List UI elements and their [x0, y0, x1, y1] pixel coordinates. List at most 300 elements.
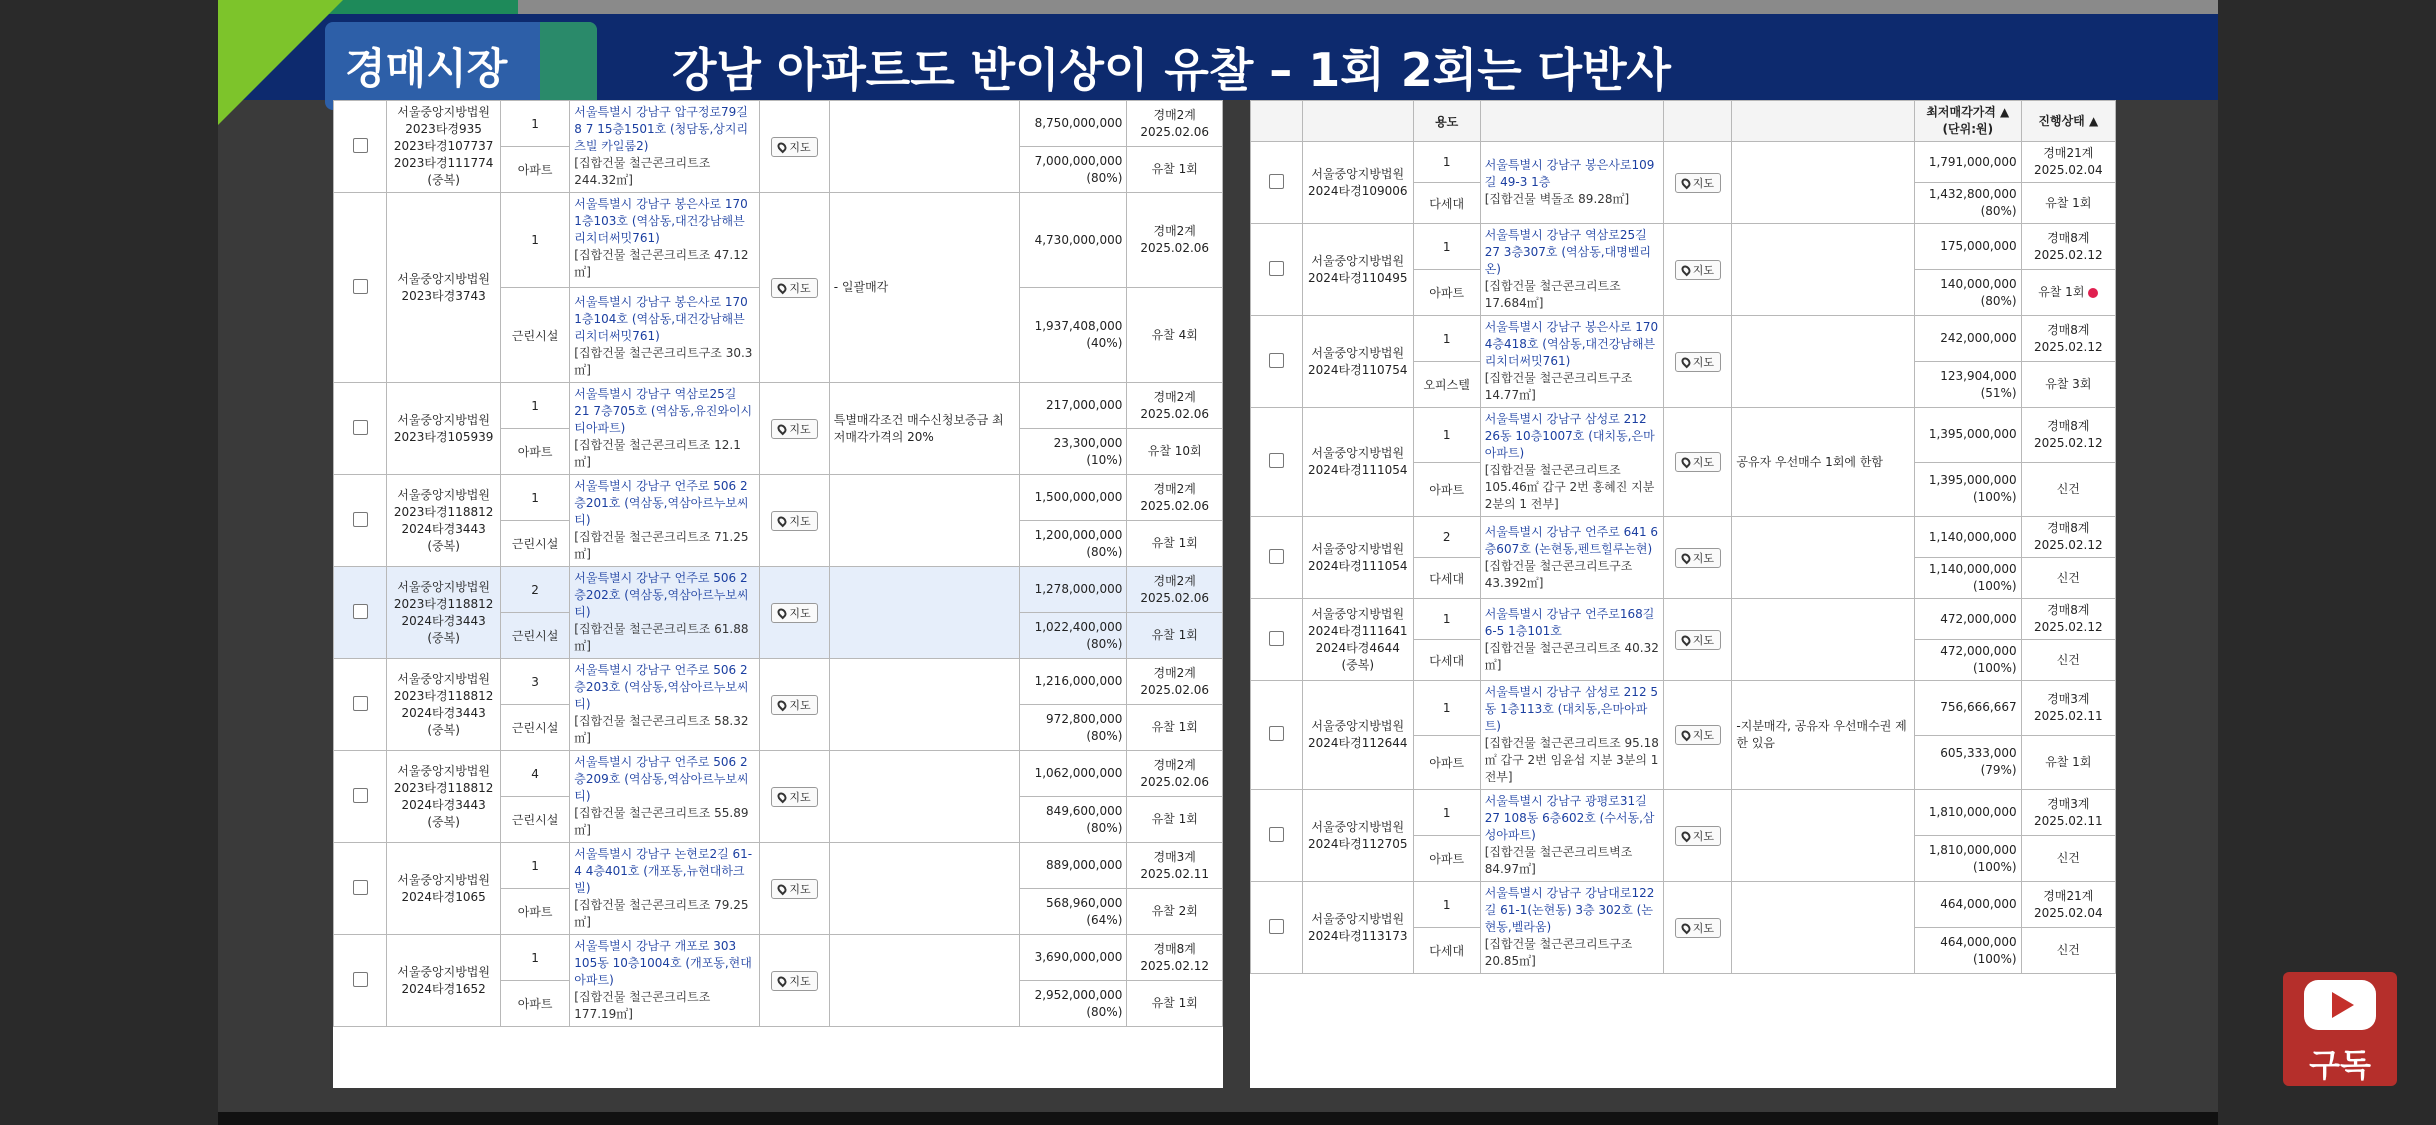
map-button[interactable]	[771, 603, 817, 623]
auction-status: 유찰 10회	[1127, 429, 1223, 475]
use-type: 근린시설	[500, 521, 569, 567]
checkbox-cell	[334, 751, 387, 843]
map-cell	[760, 383, 829, 475]
channel-badge-label: 경매시장	[345, 44, 508, 93]
use-type: 다세대	[1413, 640, 1480, 681]
note-cell	[829, 751, 1019, 843]
address-cell	[570, 843, 760, 935]
auction-status: 유찰 1회	[2021, 735, 2115, 790]
appraisal-price: 464,000,000	[1915, 882, 2022, 928]
item-number: 1	[500, 383, 569, 429]
row-checkbox[interactable]	[1269, 261, 1284, 276]
checkbox-cell	[1251, 316, 1303, 408]
row-checkbox[interactable]	[1269, 174, 1284, 189]
minimum-price: 464,000,000 (100%)	[1915, 928, 2022, 974]
auction-status: 유찰 1회	[1127, 981, 1223, 1027]
case-number: 서울중앙지방법원 2023타경105939	[387, 383, 501, 475]
address-cell	[1480, 142, 1664, 224]
minimum-price: 849,600,000 (80%)	[1019, 797, 1127, 843]
map-cell	[1664, 882, 1732, 974]
minimum-price: 1,022,400,000 (80%)	[1019, 613, 1127, 659]
address-link[interactable]: 서울특별시 강남구 광평로31길 27 108동 6층602호 (수서동,삼성아파트)	[1484, 794, 1655, 842]
row-checkbox[interactable]	[1269, 631, 1284, 646]
appraisal-price: 1,278,000,000	[1019, 567, 1127, 613]
court-date: 경매2계 2025.02.06	[1127, 101, 1223, 147]
note-cell	[829, 843, 1019, 935]
map-button-label: 지도	[789, 698, 811, 712]
address-cell	[570, 193, 760, 383]
item-number: 1	[500, 475, 569, 521]
building-spec: [집합건물 철근콘크리트조 244.32㎡]	[574, 156, 711, 187]
note-cell	[1732, 142, 1915, 224]
building-spec: [집합건물 철근콘크리트조 55.89㎡]	[574, 806, 749, 837]
checkbox-cell	[1251, 790, 1303, 882]
address-link[interactable]: 서울특별시 강남구 봉은사로109길 49-3 1층	[1484, 158, 1655, 189]
row-checkbox[interactable]	[1269, 549, 1284, 564]
row-checkbox[interactable]	[353, 696, 368, 711]
building-spec: [집합건물 철근콘크리트구조 20.85㎡]	[1484, 937, 1633, 968]
case-number: 서울중앙지방법원 2024타경111054	[1302, 408, 1413, 517]
appraisal-price: 1,791,000,000	[1915, 142, 2022, 183]
table-row	[334, 935, 1223, 981]
auction-status: 유찰 1회	[1127, 705, 1223, 751]
case-number: 서울중앙지방법원 2024타경112644	[1302, 681, 1413, 790]
use-type: 근린시설	[500, 797, 569, 843]
address-cell	[570, 383, 760, 475]
map-button-label: 지도	[789, 422, 811, 436]
court-date: 경매2계 2025.02.06	[1127, 659, 1223, 705]
checkbox-cell	[334, 567, 387, 659]
row-checkbox[interactable]	[353, 420, 368, 435]
row-checkbox[interactable]	[1269, 726, 1284, 741]
case-number: 서울중앙지방법원 2023타경118812 2024타경3443 (중복)	[387, 751, 501, 843]
minimum-price: 472,000,000 (100%)	[1915, 640, 2022, 681]
case-number: 서울중앙지방법원 2023타경118812 2024타경3443 (중복)	[387, 659, 501, 751]
appraisal-price: 242,000,000	[1915, 316, 2022, 362]
building-spec: [집합건물 철근콘크리트조 61.88㎡]	[574, 622, 749, 653]
table-row	[334, 475, 1223, 521]
map-pin-icon	[776, 281, 789, 294]
map-button[interactable]	[1675, 352, 1721, 372]
address-link[interactable]: 서울특별시 강남구 봉은사로 170 1층104호 (역삼동,대건강남해븐리치더써밋761)	[574, 295, 748, 343]
map-button-label: 지도	[789, 140, 811, 154]
use-type: 아파트	[500, 889, 569, 935]
map-cell	[760, 193, 829, 383]
map-pin-icon	[1679, 829, 1692, 842]
address-cell	[570, 567, 760, 659]
building-spec: [집합건물 철근콘크리트조 71.25㎡]	[574, 530, 749, 561]
header-min-price[interactable]: 최저매각가격 ▲ (단위:원)	[1915, 101, 2022, 142]
minimum-price: 568,960,000 (64%)	[1019, 889, 1127, 935]
map-pin-icon	[776, 140, 789, 153]
note-cell	[829, 101, 1019, 193]
address-link[interactable]: 서울특별시 강남구 봉은사로 170 4층418호 (역삼동,대건강남해븐리치더써밋761)	[1484, 320, 1659, 368]
item-number: 1	[1413, 790, 1480, 836]
appraisal-price: 8,750,000,000	[1019, 101, 1127, 147]
map-pin-icon	[776, 974, 789, 987]
building-spec: [집합건물 철근콘크리트조 17.684㎡]	[1484, 279, 1621, 310]
note-cell	[829, 659, 1019, 751]
use-type: 근린시설	[500, 288, 569, 383]
auction-status: 유찰 1회	[1127, 521, 1223, 567]
address-link[interactable]: 서울특별시 강남구 역삼로25길 21 7층705호 (역삼동,유진와이시티아파트)	[574, 387, 753, 435]
map-cell	[1664, 408, 1732, 517]
appraisal-price: 889,000,000	[1019, 843, 1127, 889]
map-pin-icon	[776, 698, 789, 711]
auction-status: 신건	[2021, 836, 2115, 882]
row-checkbox[interactable]	[353, 972, 368, 987]
building-spec: [집합건물 철근콘크리트구조 30.3㎡]	[574, 346, 753, 377]
row-checkbox[interactable]	[353, 512, 368, 527]
map-button[interactable]	[1675, 826, 1721, 846]
map-button[interactable]	[1675, 725, 1721, 745]
auction-list-table	[333, 100, 1223, 1027]
table-row	[334, 843, 1223, 889]
map-button-label: 지도	[1692, 729, 1715, 742]
address-cell	[1480, 681, 1664, 790]
map-pin-icon	[776, 606, 789, 619]
case-number: 서울중앙지방법원 2024타경110495	[1302, 224, 1413, 316]
building-spec: [집합건물 철근콘크리트벽조 84.97㎡]	[1484, 845, 1633, 876]
address-cell	[570, 101, 760, 193]
row-checkbox[interactable]	[353, 604, 368, 619]
minimum-price: 1,395,000,000 (100%)	[1915, 462, 2022, 517]
address-link[interactable]: 서울특별시 강남구 언주로 641 6층607호 (논현동,펜트힐루논현)	[1484, 524, 1659, 556]
auction-table-left	[333, 100, 1223, 1088]
address-link[interactable]: 서울특별시 강남구 개포로 303 105동 10층1004호 (개포동,현대아파트)	[574, 939, 752, 987]
court-date: 경매3계 2025.02.11	[1127, 843, 1223, 889]
address-cell	[570, 475, 760, 567]
table-row	[1251, 517, 2116, 558]
address-link[interactable]: 서울특별시 강남구 봉은사로 170 1층103호 (역삼동,대건강남해븐리치더써밋761)	[574, 197, 748, 245]
checkbox-cell	[334, 383, 387, 475]
map-cell	[1664, 224, 1732, 316]
use-type: 아파트	[1413, 270, 1480, 316]
use-type: 근린시설	[500, 705, 569, 751]
map-cell	[760, 567, 829, 659]
header-use: 용도	[1413, 101, 1480, 142]
map-pin-icon	[1679, 921, 1692, 934]
map-button-label: 지도	[1692, 456, 1715, 469]
building-spec: [집합건물 철근콘크리트조 95.18㎡ 갑구 2번 임윤섭 지분 3분의 1 전부]	[1484, 736, 1659, 784]
case-number: 서울중앙지방법원 2024타경111641 2024타경4644 (중복)	[1302, 599, 1413, 681]
map-cell	[1664, 681, 1732, 790]
auction-status: 유찰 1회	[2021, 183, 2115, 224]
checkbox-cell	[334, 843, 387, 935]
map-button-label: 지도	[1692, 921, 1715, 935]
minimum-price: 972,800,000 (80%)	[1019, 705, 1127, 751]
court-date: 경매2계 2025.02.06	[1127, 475, 1223, 521]
appraisal-price: 1,395,000,000	[1915, 408, 2022, 463]
table-row	[1251, 790, 2116, 836]
note-cell: 특별매각조건 매수신청보증금 최저매각가격의 20%	[829, 383, 1019, 475]
note-cell	[1732, 790, 1915, 882]
case-number: 서울중앙지방법원 2024타경113173	[1302, 882, 1413, 974]
auction-list-table	[1250, 100, 2116, 974]
cursor-marker	[2088, 288, 2098, 298]
auction-status: 유찰 1회	[1127, 797, 1223, 843]
auction-table-right	[1250, 100, 2116, 1088]
appraisal-price: 472,000,000	[1915, 599, 2022, 640]
note-cell: - 일괄매각	[829, 193, 1019, 383]
court-date: 경매2계 2025.02.06	[1127, 751, 1223, 797]
appraisal-price: 4,730,000,000	[1019, 193, 1127, 288]
case-number: 서울중앙지방법원 2023타경3743	[387, 193, 501, 383]
row-checkbox[interactable]	[353, 279, 368, 294]
table-row	[334, 101, 1223, 147]
map-pin-icon	[1679, 551, 1692, 564]
map-button[interactable]	[771, 695, 817, 715]
case-number: 서울중앙지방법원 2023타경935 2023타경107737 2023타경111774 (중복)	[387, 101, 501, 193]
address-link[interactable]: 서울특별시 강남구 압구정로79길 8 7 15층1501호 (청담동,상지리츠빌 카일룸2)	[574, 105, 749, 153]
minimum-price: 123,904,000 (51%)	[1915, 362, 2022, 408]
map-button-label: 지도	[789, 514, 811, 528]
item-number: 1	[500, 843, 569, 889]
row-checkbox[interactable]	[1269, 827, 1284, 842]
map-button[interactable]	[1675, 452, 1721, 472]
map-pin-icon	[1679, 176, 1692, 189]
row-checkbox[interactable]	[353, 880, 368, 895]
row-checkbox[interactable]	[353, 788, 368, 803]
address-link[interactable]: 서울특별시 강남구 삼성로 212 26동 10층1007호 (대치동,은마아파트)	[1484, 412, 1655, 460]
use-type: 다세대	[1413, 183, 1480, 224]
map-button[interactable]	[1675, 630, 1721, 650]
map-cell	[760, 101, 829, 193]
table-row	[1251, 224, 2116, 270]
note-cell	[1732, 517, 1915, 599]
map-button[interactable]	[771, 137, 817, 157]
map-cell	[760, 935, 829, 1027]
item-number: 1	[1413, 681, 1480, 736]
building-spec: [집합건물 철근콘크리트조 40.32㎡]	[1484, 640, 1659, 672]
channel-badge-accent	[540, 22, 597, 110]
right-blur-background	[2218, 0, 2436, 1125]
map-cell	[1664, 790, 1732, 882]
note-cell	[829, 475, 1019, 567]
address-cell	[1480, 408, 1664, 517]
address-cell	[570, 751, 760, 843]
map-cell	[760, 751, 829, 843]
note-cell	[829, 567, 1019, 659]
note-cell: -지분매각, 공유자 우선매수권 제한 있음	[1732, 681, 1915, 790]
map-button-label: 지도	[789, 974, 811, 988]
minimum-price: 1,810,000,000 (100%)	[1915, 836, 2022, 882]
item-number: 1	[1413, 224, 1480, 270]
court-date: 경매2계 2025.02.06	[1127, 193, 1223, 288]
checkbox-cell	[1251, 408, 1303, 517]
auction-status: 유찰 4회	[1127, 288, 1223, 383]
map-button-label: 지도	[1692, 633, 1715, 647]
map-button[interactable]	[771, 971, 817, 991]
map-button[interactable]	[771, 419, 817, 439]
checkbox-cell	[334, 193, 387, 383]
table-row	[1251, 316, 2116, 362]
case-number: 서울중앙지방법원 2024타경109006	[1302, 142, 1413, 224]
note-cell	[1732, 224, 1915, 316]
use-type: 아파트	[500, 147, 569, 193]
table-row	[334, 751, 1223, 797]
appraisal-price: 175,000,000	[1915, 224, 2022, 270]
appraisal-price: 756,666,667	[1915, 681, 2022, 736]
header-status[interactable]: 진행상태 ▲	[2021, 101, 2115, 142]
building-spec: [집합건물 철근콘크리트조 47.12㎡]	[574, 248, 749, 279]
video-title: 강남 아파트도 반이상이 유찰 – 1회 2회는 다반사	[672, 43, 1671, 97]
address-link[interactable]: 서울특별시 강남구 삼성로 212 5동 1층113호 (대치동,은마아파트)	[1484, 685, 1659, 733]
address-link[interactable]: 서울특별시 강남구 언주로 506 2층203호 (역삼동,역삼아르누보씨티)	[574, 663, 749, 711]
building-spec: [집합건물 철근콘크리트조 105.46㎡ 갑구 2번 홍혜진 지분 2분의 1 전부]	[1484, 463, 1655, 511]
checkbox-cell	[1251, 142, 1303, 224]
use-type: 아파트	[500, 981, 569, 1027]
minimum-price: 23,300,000 (10%)	[1019, 429, 1127, 475]
map-button[interactable]	[771, 278, 817, 298]
checkbox-cell	[334, 659, 387, 751]
map-pin-icon	[1679, 456, 1692, 469]
item-number: 1	[500, 193, 569, 288]
address-link[interactable]: 서울특별시 강남구 언주로168길 6-5 1층101호	[1484, 606, 1655, 638]
case-number: 서울중앙지방법원 2024타경112705	[1302, 790, 1413, 882]
use-type: 오피스텔	[1413, 362, 1480, 408]
address-cell	[570, 935, 760, 1027]
map-button-label: 지도	[1692, 551, 1715, 565]
building-spec: [집합건물 철근콘크리트조 58.32㎡]	[574, 714, 749, 745]
table-row	[1251, 681, 2116, 736]
item-number: 1	[1413, 316, 1480, 362]
item-number: 1	[1413, 142, 1480, 183]
auction-status: 유찰 2회	[1127, 889, 1223, 935]
map-button[interactable]	[1675, 918, 1721, 938]
table-row	[1251, 882, 2116, 928]
court-date: 경매2계 2025.02.06	[1127, 383, 1223, 429]
checkbox-cell	[334, 101, 387, 193]
play-icon	[2332, 992, 2354, 1018]
address-link[interactable]: 서울특별시 강남구 역삼로25길 27 3층307호 (역삼동,대명벨리온)	[1484, 228, 1651, 276]
table-row	[334, 193, 1223, 288]
address-link[interactable]: 서울특별시 강남구 언주로 506 2층201호 (역삼동,역삼아르누보씨티)	[574, 479, 749, 527]
table-row	[334, 383, 1223, 429]
court-date: 경매21계 2025.02.04	[2021, 882, 2115, 928]
address-cell	[1480, 882, 1664, 974]
map-cell	[1664, 316, 1732, 408]
minimum-price: 1,432,800,000 (80%)	[1915, 183, 2022, 224]
map-pin-icon	[776, 514, 789, 527]
map-button[interactable]	[1675, 548, 1721, 568]
checkbox-cell	[1251, 681, 1303, 790]
map-cell	[1664, 599, 1732, 681]
court-date: 경매21계 2025.02.04	[2021, 142, 2115, 183]
map-button[interactable]	[1675, 260, 1721, 280]
appraisal-price: 1,810,000,000	[1915, 790, 2022, 836]
court-date: 경매8계 2025.02.12	[2021, 599, 2115, 640]
note-cell	[1732, 882, 1915, 974]
auction-status: 신건	[2021, 558, 2115, 599]
use-type: 근린시설	[500, 613, 569, 659]
map-pin-icon	[776, 422, 789, 435]
video-progress-bar[interactable]	[218, 0, 2218, 14]
left-blur-background	[0, 0, 218, 1125]
item-number: 3	[500, 659, 569, 705]
map-pin-icon	[1679, 633, 1692, 646]
address-cell	[570, 659, 760, 751]
row-checkbox[interactable]	[1269, 353, 1284, 368]
checkbox-cell	[334, 935, 387, 1027]
address-link[interactable]: 서울특별시 강남구 논현로2길 61-4 4층401호 (개포동,뉴현대하크빌)	[574, 847, 753, 895]
court-date: 경매8계 2025.02.12	[2021, 408, 2115, 463]
item-number: 1	[500, 935, 569, 981]
appraisal-price: 1,216,000,000	[1019, 659, 1127, 705]
minimum-price: 140,000,000 (80%)	[1915, 270, 2022, 316]
table-header-row	[1251, 101, 2116, 142]
case-number: 서울중앙지방법원 2023타경118812 2024타경3443 (중복)	[387, 567, 501, 659]
map-pin-icon	[1679, 355, 1692, 368]
map-button-label: 지도	[1692, 263, 1715, 277]
map-button[interactable]	[771, 879, 817, 899]
item-number: 4	[500, 751, 569, 797]
map-pin-icon	[776, 790, 789, 803]
use-type: 아파트	[1413, 836, 1480, 882]
note-cell	[1732, 316, 1915, 408]
address-link[interactable]: 서울특별시 강남구 강남대로122길 61-1(논현동) 3층 302호 (논현동,벨라움)	[1484, 886, 1655, 934]
map-button-label: 지도	[1692, 355, 1715, 369]
case-number: 서울중앙지방법원 2024타경110754	[1302, 316, 1413, 408]
checkbox-cell	[1251, 882, 1303, 974]
row-checkbox[interactable]	[1269, 453, 1284, 468]
address-cell	[1480, 224, 1664, 316]
court-date: 경매3계 2025.02.11	[2021, 790, 2115, 836]
map-button[interactable]	[1675, 173, 1721, 193]
item-number: 1	[1413, 408, 1480, 463]
appraisal-price: 1,500,000,000	[1019, 475, 1127, 521]
court-date: 경매8계 2025.02.12	[2021, 316, 2115, 362]
subscribe-label: 구독	[2309, 1046, 2371, 1084]
map-button-label: 지도	[789, 790, 811, 804]
address-link[interactable]: 서울특별시 강남구 언주로 506 2층209호 (역삼동,역삼아르누보씨티)	[574, 755, 749, 803]
case-number: 서울중앙지방법원 2024타경1065	[387, 843, 501, 935]
appraisal-price: 1,062,000,000	[1019, 751, 1127, 797]
row-checkbox[interactable]	[353, 138, 368, 153]
use-type: 아파트	[500, 429, 569, 475]
map-button[interactable]	[771, 787, 817, 807]
use-type: 다세대	[1413, 558, 1480, 599]
map-cell	[1664, 142, 1732, 224]
item-number: 2	[500, 567, 569, 613]
item-number: 1	[1413, 882, 1480, 928]
map-button-label: 지도	[1692, 176, 1715, 190]
map-cell	[760, 843, 829, 935]
auction-status: 신건	[2021, 640, 2115, 681]
table-row	[1251, 408, 2116, 463]
row-checkbox[interactable]	[1269, 919, 1284, 934]
map-button-label: 지도	[789, 606, 811, 620]
building-spec: [집합건물 철근콘크리트조 79.25㎡]	[574, 898, 749, 929]
address-link[interactable]: 서울특별시 강남구 언주로 506 2층202호 (역삼동,역삼아르누보씨티)	[574, 571, 749, 619]
map-pin-icon	[1679, 263, 1692, 276]
auction-status: 유찰 1회	[2021, 270, 2115, 316]
map-pin-icon	[776, 882, 789, 895]
address-cell	[1480, 517, 1664, 599]
note-cell	[1732, 599, 1915, 681]
map-button-label: 지도	[1692, 829, 1715, 843]
building-spec: [집합건물 철근콘크리트조 177.19㎡]	[574, 990, 711, 1021]
appraisal-price: 3,690,000,000	[1019, 935, 1127, 981]
checkbox-cell	[1251, 599, 1303, 681]
auction-status: 유찰 1회	[1127, 147, 1223, 193]
minimum-price: 1,140,000,000 (100%)	[1915, 558, 2022, 599]
court-date: 경매2계 2025.02.06	[1127, 567, 1223, 613]
address-cell	[1480, 599, 1664, 681]
map-button[interactable]	[771, 511, 817, 531]
auction-status: 유찰 1회	[1127, 613, 1223, 659]
use-type: 다세대	[1413, 928, 1480, 974]
